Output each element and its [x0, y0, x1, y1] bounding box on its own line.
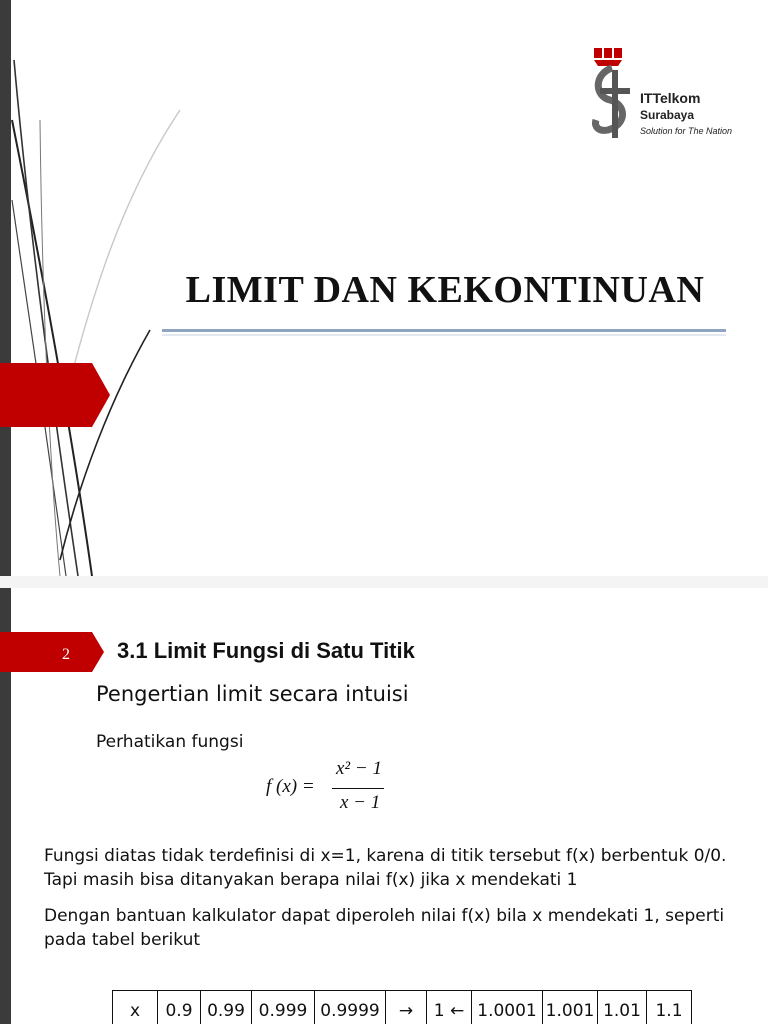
table-cell: 1.001	[543, 991, 598, 1024]
subheading: Pengertian limit secara intuisi	[96, 682, 409, 706]
slide-gap	[0, 576, 768, 588]
formula-numerator: x² − 1	[336, 758, 382, 779]
logo-name-line1: ITTelkom	[640, 90, 701, 106]
page-number-tab	[0, 632, 104, 672]
section-heading: 3.1 Limit Fungsi di Satu Titik	[117, 638, 415, 663]
paragraph-calculator: Dengan bantuan kalkulator dapat diperoleh nilai f(x) bila x mendekati 1, seperti pada tabel berikut	[44, 906, 725, 950]
title-underline	[162, 329, 726, 332]
content-slide	[0, 588, 768, 1024]
table-cell: 0.9	[158, 991, 201, 1024]
table-cell: x	[113, 991, 158, 1024]
values-table	[112, 990, 692, 1024]
table-cell: →	[386, 991, 427, 1024]
page-number: 2	[62, 646, 70, 663]
red-arrow-tab	[0, 363, 110, 427]
formula-lhs: f (x) =	[266, 776, 315, 797]
title-underline-shadow	[162, 334, 726, 336]
table-cell: 1.1	[647, 991, 692, 1024]
table-cell: 0.9999	[315, 991, 386, 1024]
table-cell: 1.01	[598, 991, 647, 1024]
paragraph-undefined: Fungsi diatas tidak terdefinisi di x=1, karena di titik tersebut f(x) berbentuk 0/0. Tapi masih bisa ditanyakan berapa nilai f(x) jika x mendekati 1	[44, 846, 727, 890]
table-cell: 1.0001	[472, 991, 543, 1024]
intro-text: Perhatikan fungsi	[96, 732, 244, 752]
fraction-bar	[332, 788, 384, 789]
table-cell: 0.999	[252, 991, 315, 1024]
table-cell: 0.99	[201, 991, 252, 1024]
slide-title: LIMIT DAN KEKONTINUAN	[185, 269, 705, 311]
formula-denominator: x − 1	[340, 792, 381, 813]
logo-tagline: Solution for The Nation	[640, 126, 733, 136]
table-cell: 1 ←	[427, 991, 472, 1024]
table-row	[113, 991, 692, 1024]
logo-name-line2: Surabaya	[640, 108, 695, 122]
